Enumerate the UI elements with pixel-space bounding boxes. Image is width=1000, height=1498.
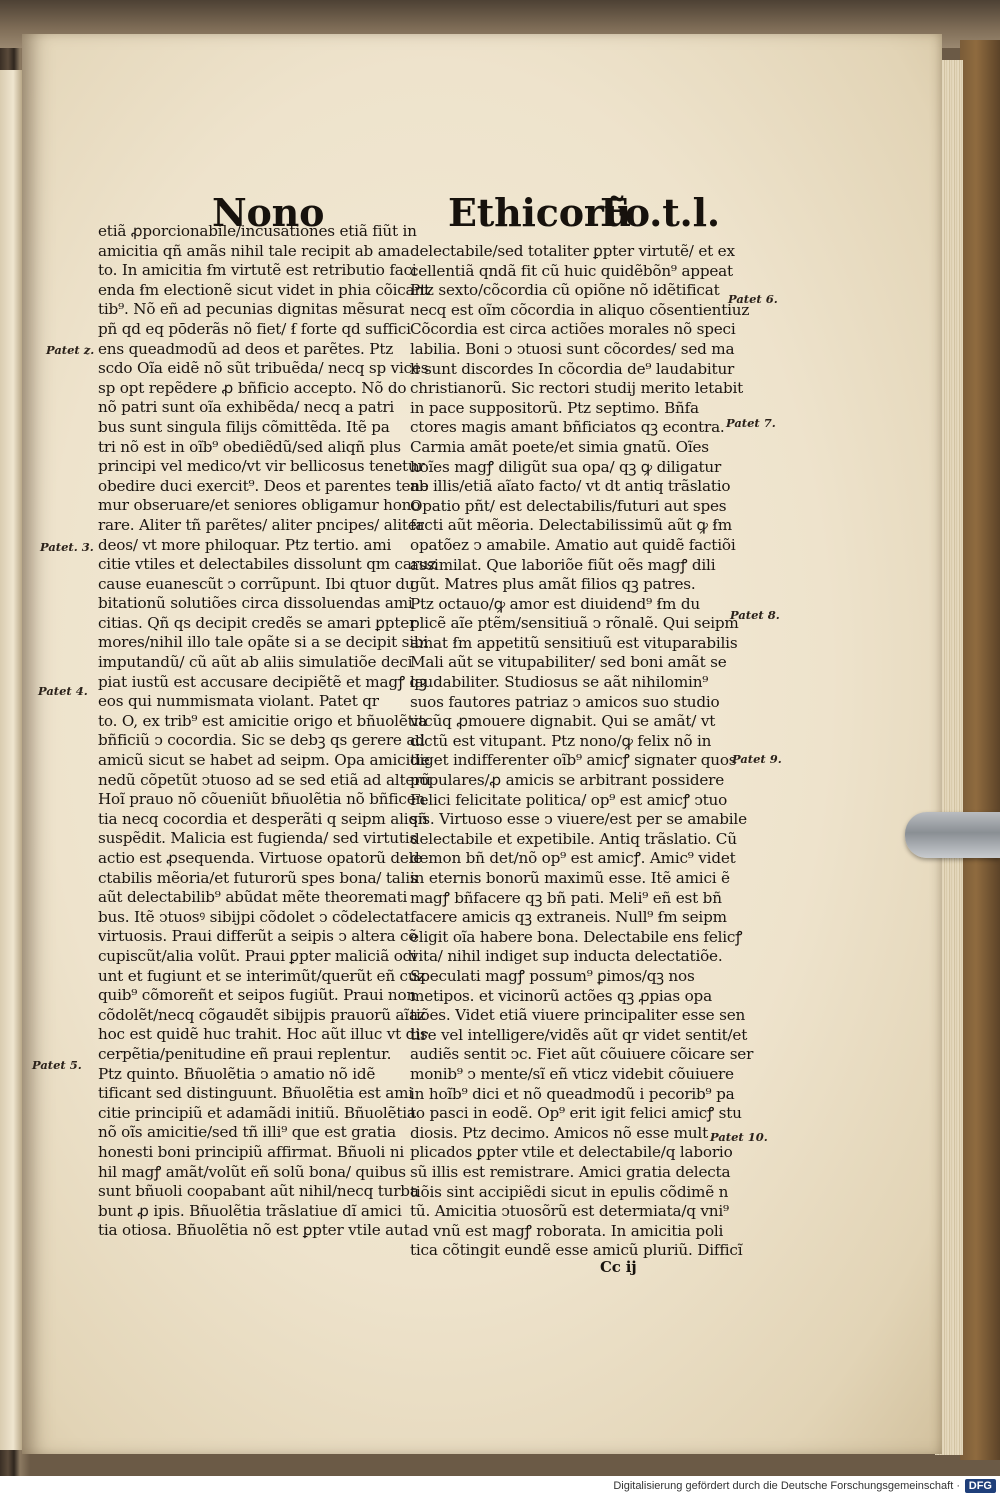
text-line: diget indifferenter oĩb⁹ amicꝭ signater quos: [410, 751, 737, 770]
text-line: nedũ cõpetũt ↄtuoso ad se sed etiã ad alterũ: [98, 770, 431, 789]
text-line: sis. Virtuoso esse ↄ viuere/est per se amabile: [410, 810, 747, 829]
footer-credit: Digitalisierung gefördert durch die Deutsche Forschungsgemeinschaft ·: [613, 1480, 960, 1492]
text-line: cõdolẽt/necq cõgaudẽt sibijpis prauorũ aĩaz: [98, 1005, 426, 1024]
signature-mark: Cc ij: [600, 1258, 637, 1276]
text-line: bñficiũ ↄ cocordia. Sic se debꝫ qs gerere ad: [98, 731, 425, 750]
text-line: delectabile et expetibile. Antiq trãslatio. Cũ: [410, 829, 737, 848]
text-line: eos qui nummismata violant. Patet qr: [98, 692, 379, 711]
page-clip: [905, 812, 1000, 858]
text-line: obedire duci exercit⁹. Deos et parentes tene: [98, 476, 429, 495]
previous-page-edge: [0, 70, 22, 1450]
text-line: in eternis bonorũ maximũ esse. Itẽ amici ẽ: [410, 869, 730, 887]
dfg-logo: DFG: [965, 1479, 996, 1493]
text-line: vita/ nihil indiget sup inducta delectatiõe.: [410, 947, 723, 966]
text-line: audiẽs sentit ↄc. Fiet aũt cõuiuere cõicare ser: [410, 1045, 754, 1064]
margin-note-right: Patet 7.: [726, 416, 776, 430]
text-line: quib⁹ cõmoreñt et seipos fugiũt. Praui non: [98, 986, 417, 1005]
text-line: pñ qd eq pōderãs nõ fiet/ ẜ forte qd suffici: [98, 319, 411, 338]
text-line: actio est ꝓsequenda. Virtuose opatorũ dele: [98, 849, 423, 867]
text-line: nõ oĩs amicitie/sed tñ illi⁹ que est gratia: [98, 1123, 396, 1142]
text-line: Hoĩ prauo nõ cõueniũt bñuolẽtia nõ bñficen: [98, 790, 426, 809]
text-line: amicitia qñ amãs nihil tale recipit ab ama: [98, 241, 410, 260]
text-line: facere amicis qꝫ extraneis. Null⁹ ẜm seipm: [410, 908, 727, 927]
text-line: tri nõ est in oĩb⁹ obediẽdũ/sed aliqñ plus: [98, 437, 401, 456]
text-line: Mali aũt se vitupabiliter/ sed boni amãt se: [410, 653, 727, 672]
text-line: cause euanescũt ↄ corrũpunt. Ibi qtuor du: [98, 574, 415, 593]
text-line: mores/nihil illo tale opãte si a se decipit sibi: [98, 633, 429, 652]
text-line: Ptz quinto. Bñuolẽtia ↄ amatio nõ idẽ: [98, 1064, 376, 1083]
text-line: Carmia amãt poete/et simia gnatũ. Oĩes: [410, 437, 709, 456]
text-line: tire vel intelligere/vidẽs aũt qr videt sentit/et: [410, 1025, 748, 1044]
text-line: tiões. Videt etiã viuere principaliter esse sen: [410, 1006, 746, 1025]
text-line: sp opt repẽdere ꝓ bñficio accepto. Nõ do: [98, 378, 407, 397]
text-line: honesti boni principiũ affirmat. Bñuoli ni: [98, 1142, 405, 1161]
text-line: delectabile/sed totaliter ꝑpter virtutẽ/ et ex: [410, 242, 735, 260]
margin-note-right: Patet 9.: [732, 752, 782, 766]
book-cover-edge: [960, 40, 1000, 1460]
text-line: assimilat. Que laboriõe fiũt oẽs magꝭ dili: [410, 555, 716, 574]
text-line: deos/ vt more philoquar. Ptz tertio. ami: [98, 535, 392, 554]
margin-note-left: Patet. 3.: [40, 540, 94, 554]
text-line: tiõis sint accipiẽdi sicut in epulis cõdimẽ n: [410, 1182, 729, 1201]
text-line: ens queadmodũ ad deos et parẽtes. Ptz: [98, 339, 394, 358]
text-line: opatõez ↄ amabile. Amatio aut quidẽ factiõi: [410, 535, 736, 554]
text-line: plicados ꝑpter vtile et delectabile/q laborio: [410, 1143, 733, 1162]
text-line: tia necq cocordia et desperãti q seipm aliqñ: [98, 809, 428, 828]
text-line: citie principiũ et adamãdi initiũ. Bñuolẽtia: [98, 1103, 416, 1122]
text-line: christianorũ. Sic rectori studij merito letabit: [410, 379, 744, 398]
text-line: to. O, ex trib⁹ est amicitie origo et bñuolẽtia: [98, 711, 428, 730]
header-center: Ethicorũ: [448, 190, 632, 235]
footer-bar: [0, 1476, 1000, 1498]
text-line: tia otiosa. Bñuolẽtia nõ est ꝑpter vtile aut: [98, 1221, 410, 1240]
text-line: nõ patri sunt oĩa exhibẽda/ necq a patri: [98, 398, 395, 417]
text-line: Speculati magꝭ possum⁹ ꝑimos/qꝫ nos: [410, 966, 695, 985]
text-line: tũ. Amicitia ↄtuosõrũ est determiata/q vni⁹: [410, 1202, 729, 1221]
text-line: ab illis/etiã aĩato facto/ vt dt antiq trãslatio: [410, 477, 731, 496]
margin-note-left: Patet z.: [46, 343, 95, 357]
text-line: li sunt discordes In cõcordia de⁹ laudabitur: [410, 359, 735, 378]
text-line: sunt bñuoli coopabant aũt nihil/necq turba: [98, 1182, 419, 1201]
text-line: suspẽdit. Malicia est fugienda/ sed virtutis: [98, 829, 418, 848]
left-text-column: [98, 222, 436, 1241]
text-line: hil magꝭ amãt/volũt eñ solũ bona/ quibus: [98, 1162, 406, 1181]
text-line: to pasci in eodẽ. Op⁹ erit igit felici amicꝭ stu: [410, 1104, 742, 1123]
text-line: citias. Qñ qs decipit credẽs se amari ꝑpter: [98, 613, 417, 632]
text-line: Opatio pñt/ est delectabilis/futuri aut spes: [410, 496, 727, 515]
text-line: imputandũ/ cũ aũt ab aliis simulatiõe deci: [98, 653, 413, 672]
text-line: bus sunt singula filijs cõmittẽda. Itẽ pa: [98, 417, 390, 436]
margin-note-right: Patet 8.: [730, 608, 780, 622]
text-line: citie vtiles et delectabiles dissolunt qm caruz: [98, 555, 437, 574]
text-line: cerpẽtia/penitudine eñ praui replentur.: [98, 1044, 392, 1063]
header-left: Nono: [212, 190, 325, 235]
text-line: piat iustũ est accusare decipiẽtẽ et magꝭ qꝫ: [98, 672, 427, 691]
text-line: tib⁹. Nõ eñ ad pecunias dignitas mẽsurat: [98, 300, 405, 319]
right-text-column: [410, 242, 753, 1261]
text-line: Ptz sexto/cõcordia cũ opiõne nõ idẽtificat: [410, 281, 720, 300]
margin-note-right: Patet 10.: [710, 1130, 768, 1144]
text-line: Ptz octauo/ꝙ amor est diuidend⁹ ẜm du: [410, 594, 700, 613]
text-line: amat ẜm appetitũ sensitiuũ est vituparabilis: [410, 633, 738, 652]
text-line: monib⁹ ↄ mente/sĩ eñ vticz videbit cõuiuere: [410, 1064, 734, 1083]
margin-note-left: Patet 5.: [32, 1058, 82, 1072]
text-line: cellentiã qndã fit cũ huic quidẽbõn⁹ appeat: [410, 261, 733, 280]
text-line: Felici felicitate politica/ op⁹ est amicꝭ ↄtuo: [410, 790, 728, 809]
text-line: bunt ꝓ ipis. Bñuolẽtia trãslatiue dĩ amici: [98, 1201, 402, 1220]
text-line: vtcũq ꝓmouere dignabit. Qui se amãt/ vt: [410, 712, 716, 731]
text-line: diosis. Ptz decimo. Amicos nõ esse mult: [410, 1123, 708, 1142]
text-line: virtuosis. Praui differũt a seipis ↄ altera cõ: [98, 927, 418, 946]
text-line: amicũ sicut se habet ad seipm. Opa amicitie: [98, 751, 430, 770]
text-line: unt et fugiunt et se interimũt/querũt eñ cuz: [98, 966, 426, 985]
text-line: demon bñ det/nõ op⁹ est amicꝭ. Amic⁹ videt: [410, 849, 736, 868]
text-line: enda ẜm electionẽ sicut videt in phia cõicant: [98, 280, 430, 299]
text-line: suos fautores patriaz ↄ amicos suo studio: [410, 692, 720, 711]
text-line: necq est oĩm cõcordia in aliquo cõsentientiuz: [410, 300, 750, 319]
text-line: cupiscũt/alia volũt. Praui ꝑpter maliciã odi: [98, 946, 417, 965]
text-line: bitationũ solutiões circa dissoluendas ami: [98, 594, 413, 613]
text-line: ad vnũ est magꝭ roborata. In amicitia poli: [410, 1221, 724, 1240]
text-line: tica cõtingit eundẽ esse amicũ pluriũ. Difficĩ: [410, 1241, 743, 1260]
folio-number: Fo.t.l.: [600, 190, 720, 235]
text-line: ctabilis mẽoria/et futurorũ spes bona/ talis: [98, 868, 418, 887]
text-line: etiã ꝓporcionabile/incusationes etiã fiũt in: [98, 222, 417, 240]
margin-note-left: Patet 4.: [38, 684, 88, 698]
margin-note-right: Patet 6.: [728, 292, 778, 306]
text-line: rare. Aliter tñ parẽtes/ aliter pncipes/ aliter: [98, 515, 424, 534]
text-line: in pace suppositorũ. Ptz septimo. Bñfa: [410, 398, 699, 417]
text-line: eligit oĩa habere bona. Delectabile ens felicꝭ: [410, 927, 743, 946]
text-line: bus. Itẽ ↄtuosꝰ sibijpi cõdolet ↄ cõdelectat: [98, 907, 410, 926]
text-line: plicẽ aĩe ptẽm/sensitiuã ↄ rõnalẽ. Qui seipm: [410, 614, 739, 633]
text-line: hoc est quidẽ huc trahit. Hoc aũt illuc vt dis: [98, 1025, 428, 1044]
text-line: Cõcordia est circa actiões morales nõ speci: [410, 320, 736, 339]
text-line: in hoĩb⁹ dici et nõ queadmodũ i pecorib⁹ pa: [410, 1084, 735, 1103]
text-line: principi vel medico/vt vir bellicosus tenetur: [98, 457, 425, 476]
text-line: facti aũt mẽoria. Delectabilissimũ aũt ꝙ ẜm: [410, 516, 732, 535]
text-line: laudabiliter. Studiosus se aãt nihilomin⁹: [410, 673, 709, 692]
text-line: magꝭ bñfacere qꝫ bñ pati. Meli⁹ eñ est bñ: [410, 888, 722, 907]
text-line: labilia. Boni ↄ ↄtuosi sunt cõcordes/ sed ma: [410, 339, 735, 358]
text-line: tificant sed distinguunt. Bñuolẽtia est ami: [98, 1084, 413, 1103]
text-line: populares/ꝓ amicis se arbitrant possidere: [410, 771, 725, 790]
text-line: dictũ est vitupant. Ptz nono/ꝙ felix nõ in: [410, 731, 712, 750]
text-line: hoĩes magꝭ diligũt sua opa/ qꝫ ꝙ diligatur: [410, 457, 722, 476]
text-line: sũ illis est remistrare. Amici gratia delecta: [410, 1162, 731, 1181]
text-line: to. In amicitia ẜm virtutẽ est retributio faci: [98, 261, 417, 280]
text-line: scdo Oĩa eidẽ nõ sũt tribuẽda/ necq sp vices: [98, 359, 429, 378]
text-line: aũt delectabilib⁹ abũdat mẽte theoremati: [98, 888, 408, 907]
text-line: gũt. Matres plus amãt filios qꝫ patres.: [410, 575, 696, 594]
text-line: ctores magis amant bñficiatos qꝫ econtra.: [410, 418, 725, 437]
text-line: metipos. et vicinorũ actões qꝫ ꝓpias opa: [410, 986, 712, 1005]
text-line: mur obseruare/et seniores obligamur hono: [98, 496, 421, 515]
